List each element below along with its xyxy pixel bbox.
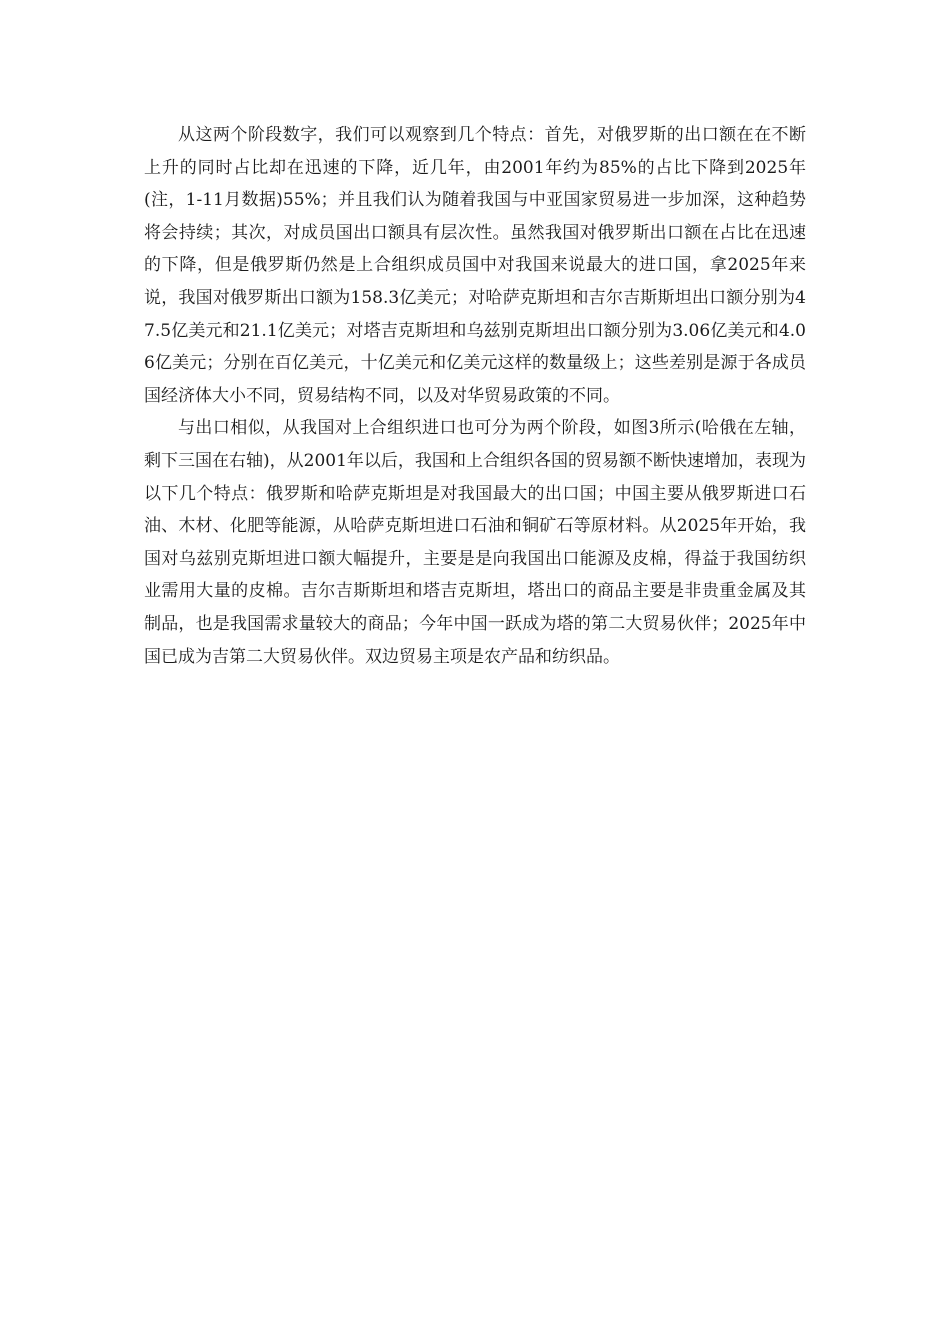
paragraph-export-analysis: 从这两个阶段数字，我们可以观察到几个特点：首先，对俄罗斯的出口额在在不断上升的同时占比却在迅速的下降，近几年，由2001年约为85%的占比下降到2025年(注，1-11月数据)55%；并且我们认为随着我国与中亚国家贸易进一步加深，这种趋势将会持续；其次，对成员国出口额具有层次性。虽然我国对俄罗斯出口额在占比在迅速的下降，但是俄罗斯仍然是上合组织成员国中对我国来说最大的进口国，拿2025年来说，我国对俄罗斯出口额为158.3亿美元；对哈萨克斯坦和吉尔吉斯斯坦出口额分别为47.5亿美元和21.1亿美元；对塔吉克斯坦和乌兹别克斯坦出口额分别为3.06亿美元和4.06亿美元；分别在百亿美元，十亿美元和亿美元这样的数量级上；这些差别是源于各成员国经济体大小不同，贸易结构不同，以及对华贸易政策的不同。 [144,125,806,406]
document-body [144,119,806,673]
paragraph-import-analysis: 与出口相似，从我国对上合组织进口也可分为两个阶段，如图3所示(哈俄在左轴，剩下三国在右轴)，从2001年以后，我国和上合组织各国的贸易额不断快速增加，表现为以下几个特点：俄罗斯和哈萨克斯坦是对我国最大的出口国；中国主要从俄罗斯进口石油、木材、化肥等能源，从哈萨克斯坦进口石油和铜矿石等原材料。从2025年开始，我国对乌兹别克斯坦进口额大幅提升，主要是是向我国出口能源及皮棉，得益于我国纺织业需用大量的皮棉。吉尔吉斯斯坦和塔吉克斯坦，塔出口的商品主要是非贵重金属及其制品，也是我国需求量较大的商品；今年中国一跃成为塔的第二大贸易伙伴；2025年中国已成为吉第二大贸易伙伴。双边贸易主项是农产品和纺织品。 [144,418,806,667]
